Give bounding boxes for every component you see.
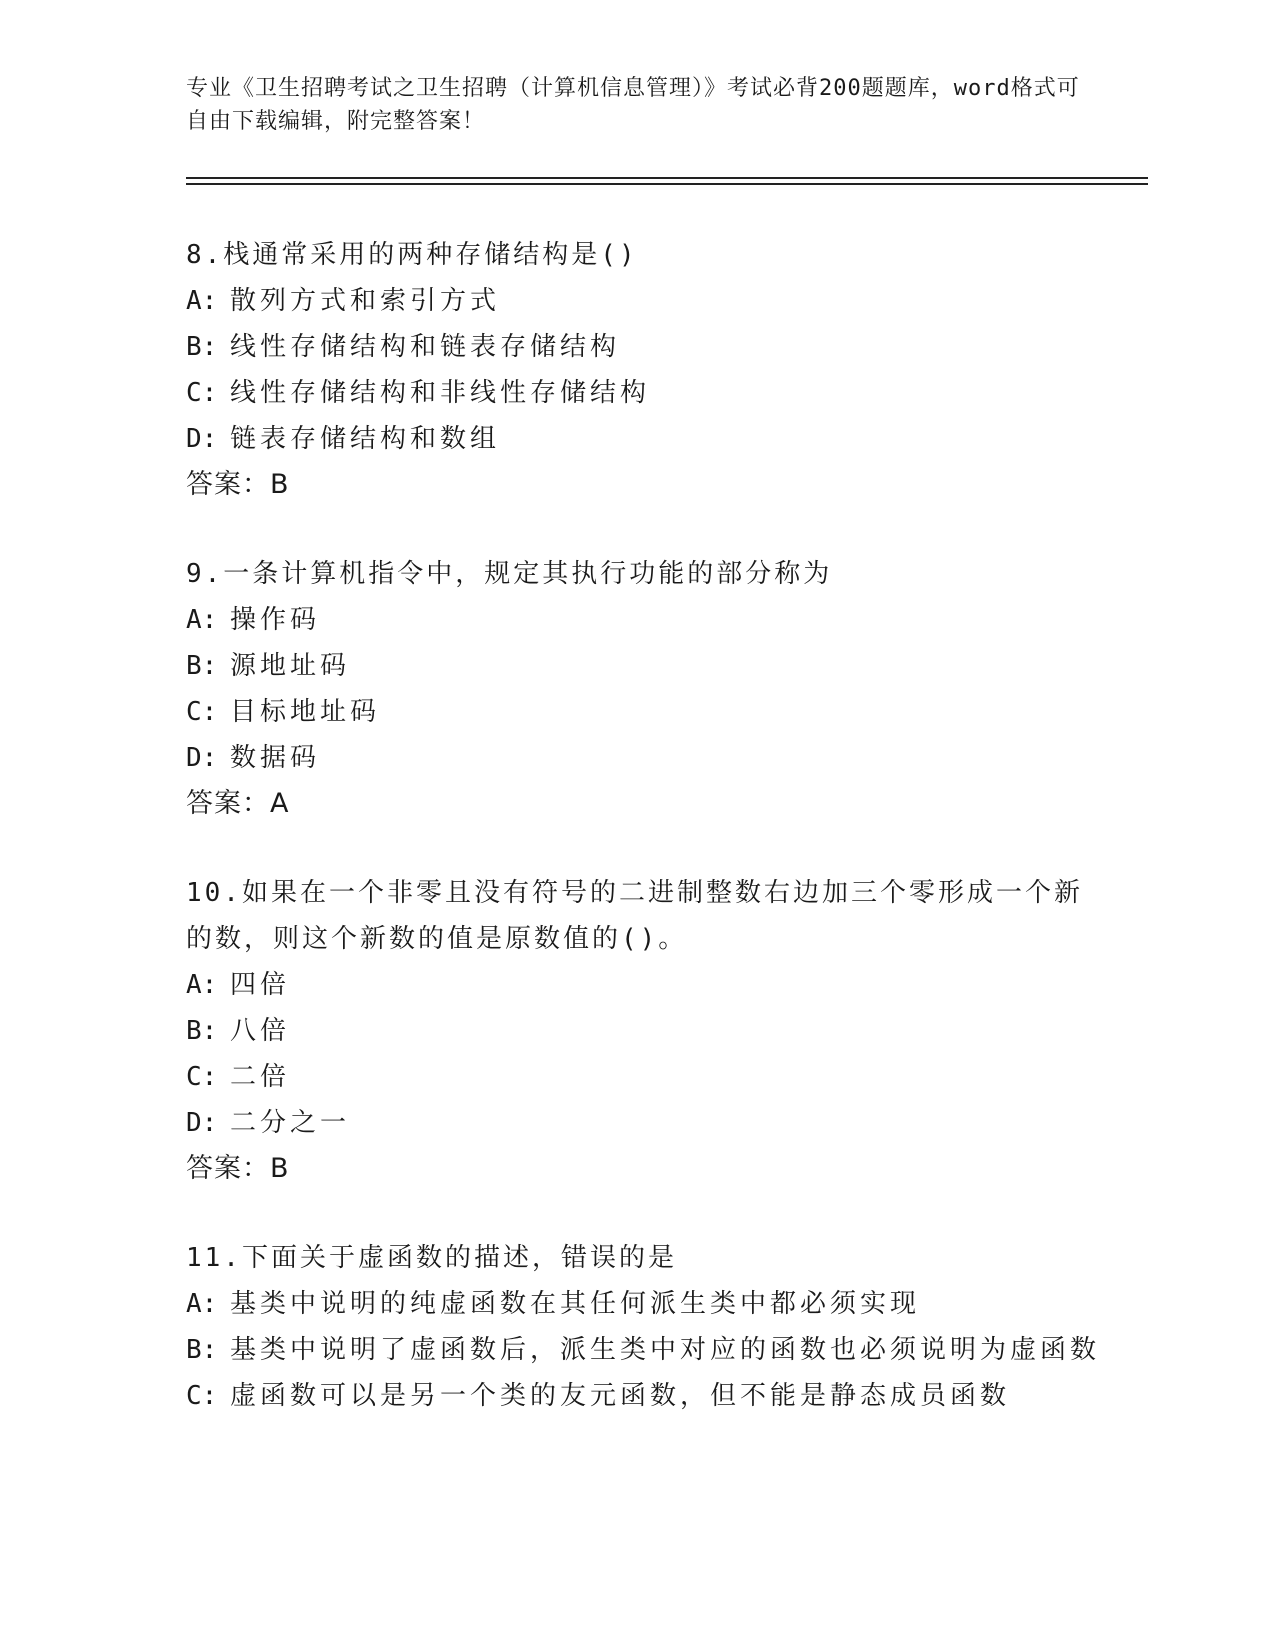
answer-line: 答案：A (186, 788, 290, 819)
option-c (186, 1054, 1086, 1100)
option-c (186, 370, 1086, 416)
header-divider-bottom (186, 183, 1148, 185)
option-label: C: (186, 378, 218, 408)
option-d (186, 735, 1086, 781)
option-text: 四倍 (230, 970, 291, 1000)
option-text: 散列方式和索引方式 (230, 286, 501, 316)
option-c (186, 689, 1086, 735)
option-text: 虚函数可以是另一个类的友元函数，但不能是静态成员函数 (230, 1381, 1011, 1411)
option-label: D: (186, 1108, 218, 1138)
option-d (186, 416, 1086, 462)
option-text: 数据码 (230, 743, 321, 773)
document-header: 专业《卫生招聘考试之卫生招聘（计算机信息管理）》考试必背200题题库，word格式可自由下载编辑，附完整答案！ (186, 76, 1080, 134)
option-text: 链表存储结构和数组 (230, 424, 501, 454)
option-label: A: (186, 286, 218, 316)
option-c (186, 1373, 1086, 1419)
option-text: 线性存储结构和非线性存储结构 (230, 378, 651, 408)
option-label: D: (186, 424, 218, 454)
question-stem: 10.如果在一个非零且没有符号的二进制整数右边加三个零形成一个新的数，则这个新数的值是原数值的()。 (186, 878, 1083, 954)
question-list (186, 232, 1101, 1462)
option-text: 二分之一 (230, 1108, 351, 1138)
option-b (186, 1327, 1101, 1373)
option-b (186, 1008, 1086, 1054)
answer-line: 答案：B (186, 1153, 290, 1184)
option-label: C: (186, 1062, 218, 1092)
option-a (186, 962, 1086, 1008)
option-text: 操作码 (230, 605, 321, 635)
header-divider-top (186, 177, 1148, 179)
option-label: D: (186, 743, 218, 773)
option-text: 线性存储结构和链表存储结构 (230, 332, 621, 362)
option-b (186, 324, 1086, 370)
option-a (186, 278, 1086, 324)
option-a (186, 597, 1086, 643)
option-text: 基类中说明了虚函数后，派生类中对应的函数也必须说明为虚函数 (230, 1335, 1101, 1365)
option-label: B: (186, 332, 218, 362)
question-stem: 9.一条计算机指令中，规定其执行功能的部分称为 (186, 559, 833, 589)
option-label: B: (186, 1335, 218, 1365)
option-label: C: (186, 697, 218, 727)
option-label: A: (186, 605, 218, 635)
option-label: A: (186, 1289, 218, 1319)
option-d (186, 1100, 1086, 1146)
question-10 (186, 870, 1086, 1192)
option-b (186, 643, 1086, 689)
answer-line: 答案：B (186, 469, 290, 500)
option-text: 目标地址码 (230, 697, 381, 727)
option-label: C: (186, 1381, 218, 1411)
question-8 (186, 232, 1086, 508)
option-text: 二倍 (230, 1062, 291, 1092)
option-text: 八倍 (230, 1016, 291, 1046)
option-a (186, 1281, 1086, 1327)
question-11 (186, 1235, 1101, 1419)
option-text: 基类中说明的纯虚函数在其任何派生类中都必须实现 (230, 1289, 921, 1319)
option-label: B: (186, 651, 218, 681)
question-stem: 8.栈通常采用的两种存储结构是() (186, 240, 638, 270)
option-label: A: (186, 970, 218, 1000)
option-label: B: (186, 1016, 218, 1046)
question-9 (186, 551, 1086, 827)
question-stem: 11.下面关于虚函数的描述，错误的是 (186, 1243, 677, 1273)
option-text: 源地址码 (230, 651, 351, 681)
